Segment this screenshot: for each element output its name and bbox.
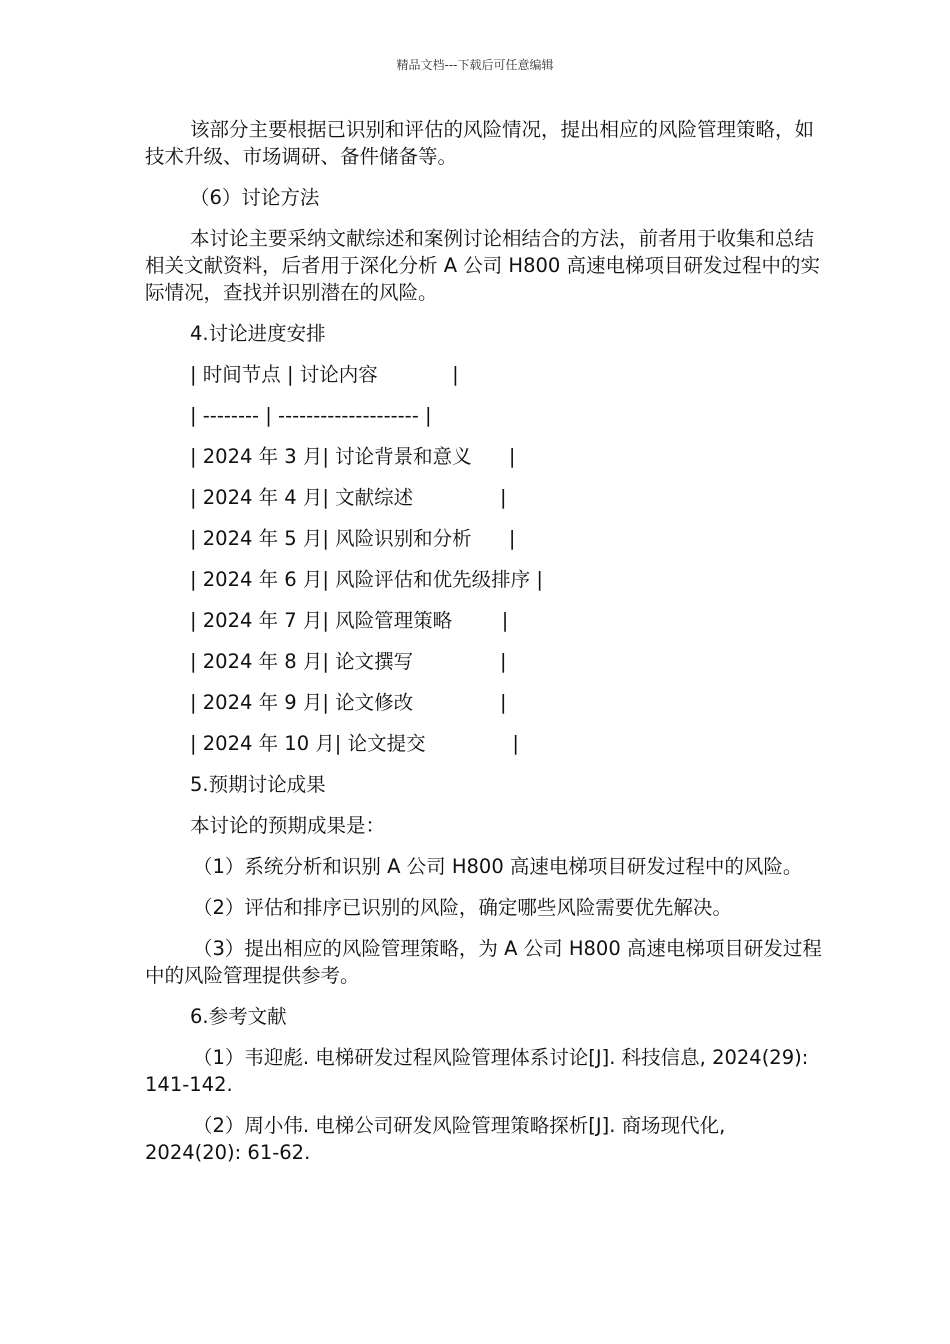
schedule-table-row: | 2024 年 6 月| 风险评估和优先级排序 |	[190, 568, 543, 591]
result-item: （2）评估和排序已识别的风险，确定哪些风险需要优先解决。	[193, 896, 732, 919]
schedule-table-row: | 2024 年 7 月| 风险管理策略 |	[190, 609, 509, 632]
schedule-table-row: | 2024 年 10 月| 论文提交 |	[190, 732, 519, 755]
result-item: （1）系统分析和识别 A 公司 H800 高速电梯项目研发过程中的风险。	[193, 855, 803, 878]
reference-item: （1）韦迎彪. 电梯研发过程风险管理体系讨论[J]. 科技信息, 2024(29): 141-142.	[145, 1046, 809, 1096]
results-intro-paragraph: 本讨论的预期成果是：	[190, 814, 386, 837]
schedule-table-row: | 2024 年 9 月| 论文修改 |	[190, 691, 507, 714]
method-heading: （6）讨论方法	[190, 186, 320, 209]
schedule-table-header-row: | 时间节点 | 讨论内容 |	[190, 363, 459, 386]
results-heading: 5.预期讨论成果	[190, 773, 326, 796]
schedule-table-row: | 2024 年 5 月| 风险识别和分析 |	[190, 527, 516, 550]
method-paragraph: 本讨论主要采纳文献综述和案例讨论相结合的方法，前者用于收集和总结相关文献资料，后者用于深化分析 A 公司 H800 高速电梯项目研发过程中的实际情况，查找并识别潜在的风险。	[145, 227, 821, 304]
schedule-table-row: | 2024 年 8 月| 论文撰写 |	[190, 650, 507, 673]
strategy-intro-paragraph: 该部分主要根据已识别和评估的风险情况，提出相应的风险管理策略，如技术升级、市场调研、备件储备等。	[145, 118, 815, 168]
page-header: 精品文档---下载后可任意编辑	[396, 58, 554, 72]
references-heading: 6.参考文献	[190, 1005, 287, 1028]
schedule-heading: 4.讨论进度安排	[190, 322, 326, 345]
schedule-table	[145, 361, 825, 757]
result-item: （3）提出相应的风险管理策略，为 A 公司 H800 高速电梯项目研发过程中的风险管理提供参考。	[145, 937, 822, 987]
document-body	[145, 116, 825, 1180]
schedule-table-row: | 2024 年 4 月| 文献综述 |	[190, 486, 507, 509]
reference-item: （2）周小伟. 电梯公司研发风险管理策略探析[J]. 商场现代化, 2024(20): 61-62.	[145, 1114, 726, 1164]
schedule-table-row: | 2024 年 3 月| 讨论背景和意义 |	[190, 445, 516, 468]
schedule-table-separator-row: | -------- | -------------------- |	[190, 404, 432, 427]
